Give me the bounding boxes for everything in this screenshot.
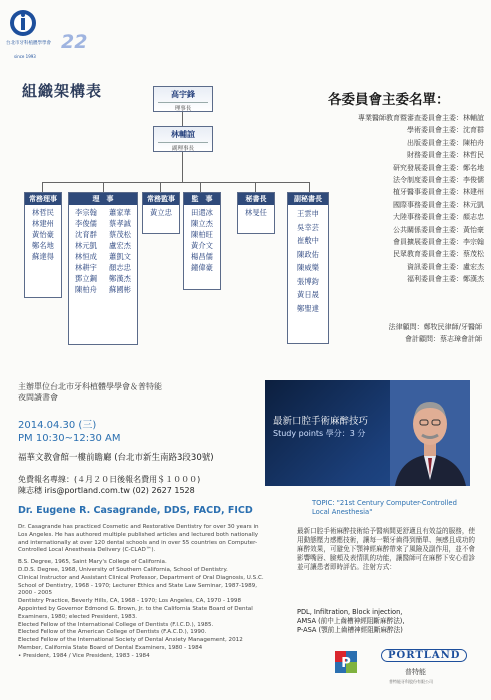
portland-p-icon xyxy=(335,651,357,673)
column-head: 秘書長 xyxy=(238,193,274,205)
injection-method: PDL, Infiltration, Block injection, xyxy=(297,608,403,616)
committee-item: 法令制度委員會主委：李俊儒 xyxy=(393,176,484,185)
committee-item: 植牙醫事委員會主委：林建州 xyxy=(393,188,484,197)
column-head: 常務監事 xyxy=(143,193,179,205)
column-head: 常務理事 xyxy=(25,193,61,205)
committee-item: 財務委員會主委：林哲民 xyxy=(407,151,484,160)
member-name: 盧宏杰 xyxy=(109,241,131,250)
member-name: 楊昌儒 xyxy=(191,252,213,261)
committee-item: 資訊委員會主委：盧宏杰 xyxy=(407,262,484,271)
member-name: 張博鈞 xyxy=(297,276,319,286)
member-name: 蔡孝誠 xyxy=(109,219,131,228)
portland-brand-cn: 普特能 xyxy=(405,668,426,676)
injection-method: AMSA (前中上齒槽神經阻斷麻醉法), xyxy=(297,617,405,625)
topic-description: 最新口腔手術麻醉技術給予醫病間更舒適且有效益的服務，使用動態壓力感應技術，讓每一顆牙齒得到簡單、無感且成功的麻醉效果，可避免下顎神經麻醉帶來了風險及副作用，並不會影響嘴唇、臉頰及表情肌的功能，讓醫師可在麻醉下安心看診並可讓患者即時評估。注射方式： xyxy=(297,527,476,571)
injection-method: P-ASA (顎前上齒槽神經阻斷麻醉法) xyxy=(297,626,403,634)
committee-item: 國際事務委員會主委：林元凱 xyxy=(393,200,484,209)
bio-line: • President, 1984 / Vice President, 1983 - 1984 xyxy=(18,652,150,659)
portland-logo xyxy=(335,645,475,690)
member-name: 黃介文 xyxy=(191,241,213,250)
topic-banner xyxy=(265,380,470,486)
bio-line: Member, California State Board of Dental Examiners, 1980 - 1984 xyxy=(18,644,203,651)
bio-line: Clinical Instructor and Assistant Clinical Professor, Department of Oral Diagnosis, U.S.C. School of Dentistry, 1968 - 1970; Lecturer Ethics and State Law Seminar, 1987-1989, 2000 - 2005 xyxy=(18,574,264,597)
member-name: 黃立忠 xyxy=(150,208,172,217)
banner-study-points: Study points 學分：3 分 xyxy=(273,429,366,438)
org-column-supervisors xyxy=(183,192,221,290)
member-name: 崔敷中 xyxy=(297,236,319,245)
bio-line: Elected Fellow of the American College of Dentists (F.A.C.D.), 1990. xyxy=(18,629,207,636)
portland-brand: PORTLAND xyxy=(381,649,467,662)
member-name: 林元凱 xyxy=(75,241,97,250)
column-head: 理 事 xyxy=(69,193,137,205)
event-date: 2014.04.30 (三) xyxy=(18,420,97,431)
speaker-bio xyxy=(18,524,268,661)
committee-item: 學術委員會主委：沈育群 xyxy=(407,126,484,135)
host-line: 主辦單位台北市牙科植體學學會＆普特能 xyxy=(18,382,162,391)
committee-item: 出版委員會主委：陳柏舟 xyxy=(407,138,484,147)
member-name: 蘇國彬 xyxy=(109,285,131,294)
bio-line: B.S. Degree, 1965, Saint Mary's College of California. xyxy=(18,559,167,566)
event-datetime xyxy=(18,419,121,445)
org-column-directors xyxy=(68,192,138,345)
bio-line: Appointed by Governor Edmond G. Brown, Jr. to the California State Board of Dental Examiners, 1980; elected President, 1983. xyxy=(18,605,253,620)
member-name: 黃怡豪 xyxy=(32,230,54,239)
advisors xyxy=(332,321,482,346)
legal-advisor: 法律顧問：鄭牧民律師/牙醫師 xyxy=(388,323,482,331)
vice-president-name: 林輔誼 xyxy=(171,129,195,139)
contact-line: 陳志穗 iris@portland.com.tw (02) 2627 1528 xyxy=(18,486,195,495)
committee-item: 民眾教育委員會主委：蔡茂松 xyxy=(393,250,484,259)
member-name: 李俊儒 xyxy=(75,219,97,228)
injection-methods xyxy=(297,608,477,635)
bio-line: Elected Fellow of the International College of Dentists (F.I.C.D.), 1985. xyxy=(18,621,214,628)
member-name: 林哲民 xyxy=(32,208,54,217)
member-name: 鄧立鋼 xyxy=(75,274,97,283)
committees-list xyxy=(324,112,484,286)
member-name: 陳柏旺 xyxy=(191,230,213,239)
host-subtitle: 夜間讀書會 xyxy=(18,393,58,402)
member-name: 吳幸芸 xyxy=(297,222,319,232)
committee-item: 公共關係委員會主委：黃怡豪 xyxy=(393,225,484,234)
org-column-standing-supervisor xyxy=(142,192,180,234)
event-time: PM 10:30~12:30 AM xyxy=(18,433,121,444)
member-name: 林旻任 xyxy=(245,208,267,217)
member-name: 田還冰 xyxy=(191,208,213,217)
committee-item: 福利委員會主委：鄭漢杰 xyxy=(407,275,484,284)
column-head: 監 事 xyxy=(184,193,220,205)
logo-since: since 1993 xyxy=(14,54,36,59)
event-venue: 福華文教會館一樓前瞻廳 (台北市新生南路3段30號) xyxy=(18,453,214,463)
event-host xyxy=(18,381,162,403)
member-name: 林建州 xyxy=(32,219,54,228)
member-name: 鐘偉豪 xyxy=(191,263,213,272)
bio-line: D.D.S. Degree, 1968, University of Southern California, School of Dentistry. xyxy=(18,566,228,573)
logo-society-text: 台北市牙科植體學學會 xyxy=(6,41,51,46)
bio-paragraph: Dr. Casagrande has practiced Cosmetic and Restorative Dentistry for over 30 years in Los Angeles. He has authored multiple published articles and lectured both nationally and internationally at over 120 dental schools and in over 55 countries on Computer-Controlled Local Anesthesia Delivery (C-CLAD™). xyxy=(18,524,259,554)
vice-president-title: 副理事長 xyxy=(158,142,208,152)
org-column-deputy-secretaries xyxy=(287,192,329,344)
member-name: 鄭聖達 xyxy=(297,303,319,313)
member-name: 林恒成 xyxy=(75,252,97,261)
member-name: 鄭漢杰 xyxy=(109,274,131,283)
member-name: 顏志忠 xyxy=(109,263,131,272)
president-title: 理事長 xyxy=(158,102,208,112)
member-name: 陳威樂 xyxy=(297,263,319,272)
speaker-name: Dr. Eugene R. Casagrande, DDS, FACD, FICD xyxy=(18,505,253,516)
committee-item: 會員擴展委員會主委：李宗翰 xyxy=(393,238,484,247)
banner-title: 最新口腔手術麻醉技巧 xyxy=(273,416,369,427)
president-box xyxy=(153,86,213,112)
member-name: 陳柏舟 xyxy=(75,285,97,294)
vice-president-box xyxy=(153,126,213,152)
member-name: 蕭凱文 xyxy=(109,252,131,261)
committee-item: 大陸事務委員會主委：顏志忠 xyxy=(393,213,484,222)
member-name: 陳政佑 xyxy=(297,249,319,259)
member-name: 林耕宇 xyxy=(75,263,97,272)
member-name: 蘇達得 xyxy=(32,252,54,261)
committees-title: 各委員會主委名單： xyxy=(328,92,450,108)
society-logo xyxy=(6,6,88,62)
member-name: 沈育群 xyxy=(75,230,97,239)
member-name: 王雲申 xyxy=(297,209,319,218)
org-chart-title: 組織架構表 xyxy=(22,82,103,100)
portland-company: 普特能牙科股份有限公司 xyxy=(389,679,433,684)
committee-item: 研究發展委員會主委：鄭名地 xyxy=(393,163,484,172)
member-name: 蔡茂松 xyxy=(109,230,131,239)
svg-text:P: P xyxy=(341,656,351,671)
accounting-advisor: 會計顧問：蔡志璋會計師 xyxy=(405,335,482,344)
speaker-photo xyxy=(390,380,470,486)
bio-line: Dentistry Practice, Beverly Hills, CA, 1968 - 1970; Los Angeles, CA, 1970 - 1998 xyxy=(18,598,242,605)
org-column-standing-directors xyxy=(24,192,62,298)
president-name: 高宇鋒 xyxy=(171,89,195,99)
member-name: 陳立杰 xyxy=(191,219,213,228)
member-name: 蕭家華 xyxy=(109,208,131,217)
registration-info xyxy=(18,474,200,496)
committee-item: 專業醫師教育暨審查委員會主委：林輔誼 xyxy=(358,114,484,122)
member-name: 李宗翰 xyxy=(75,208,97,217)
topic-title: TOPIC: "21st Century Computer-Controlled Local Anesthesia" xyxy=(312,499,457,516)
logo-number: 22 xyxy=(61,31,88,53)
org-column-secretary-general xyxy=(237,192,275,234)
fee-line: 免費報名專線：(４月２０日後報名費用＄１０００) xyxy=(18,475,201,484)
member-name: 黃日晟 xyxy=(297,290,319,299)
member-name: 鄭名地 xyxy=(32,241,54,250)
column-head: 副秘書長 xyxy=(288,193,328,205)
bio-line: Elected Fellow of the International Society of Dental Anxiety Management, 2012 xyxy=(18,637,243,644)
